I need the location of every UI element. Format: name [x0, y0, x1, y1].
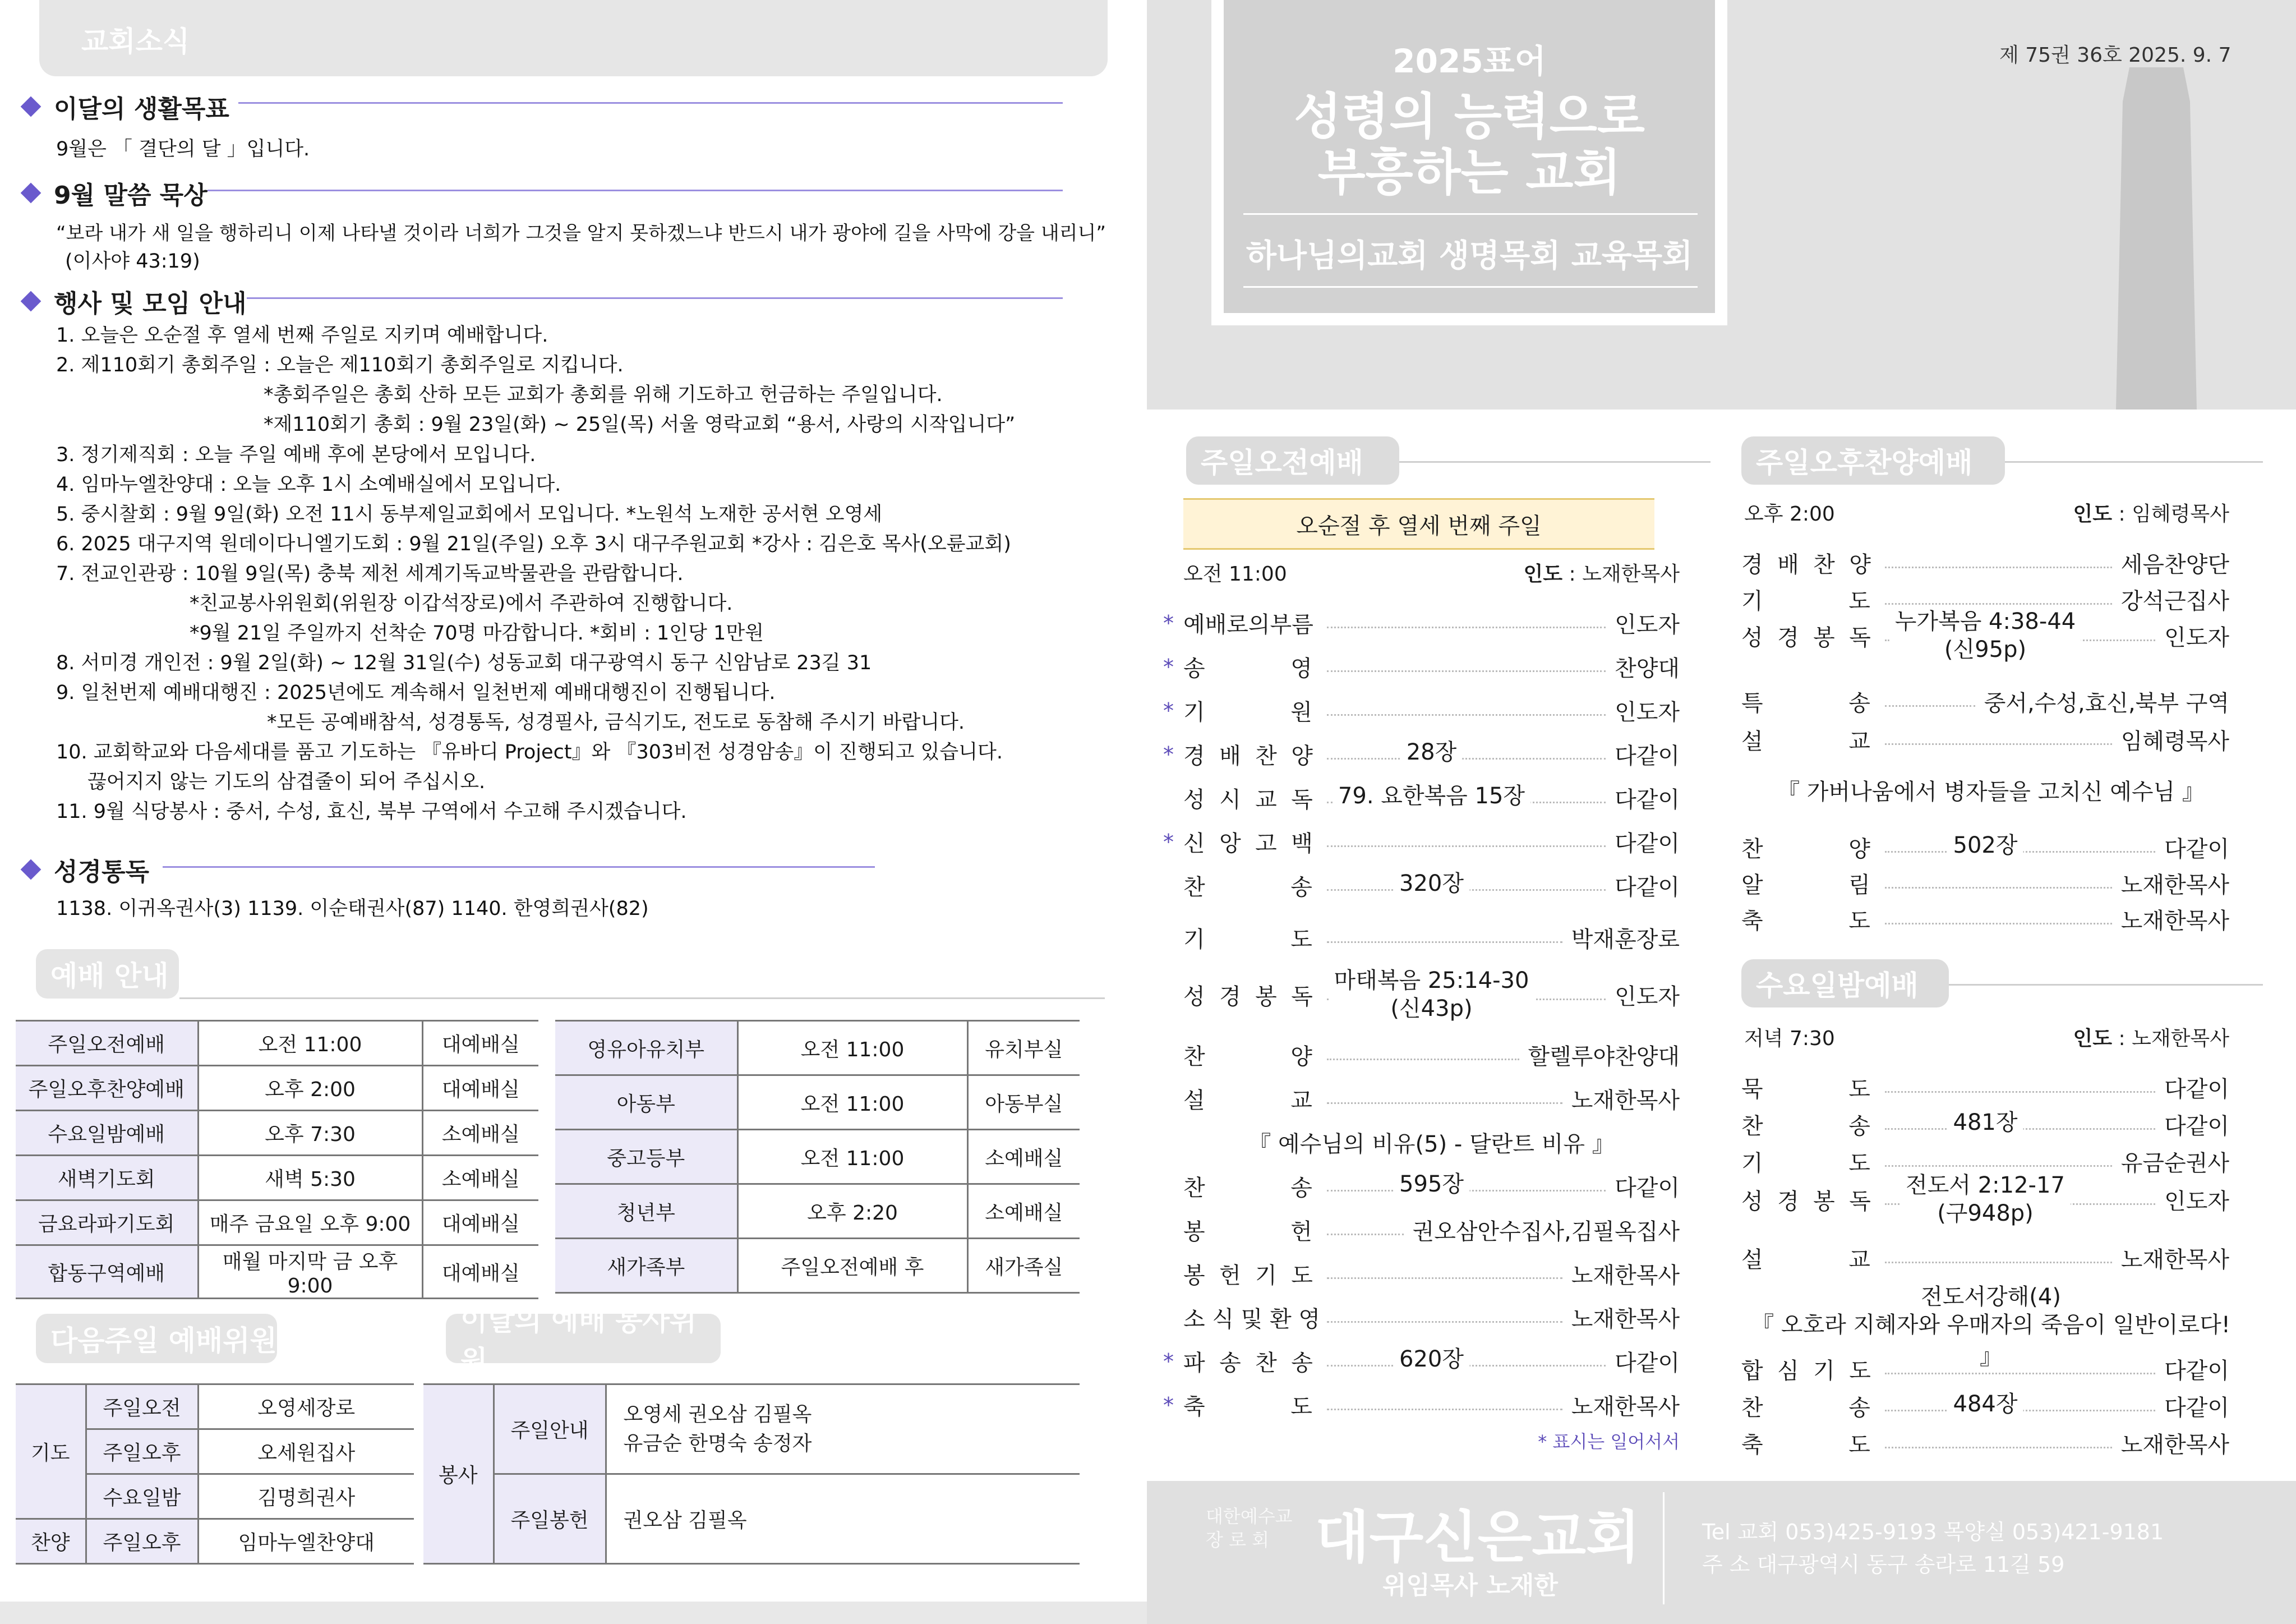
- order-responsible: 노재한목사: [1571, 1306, 1680, 1332]
- table-row: [555, 1021, 1080, 1075]
- scripture-ref: (이사야 43:19): [65, 250, 200, 273]
- order-responsible: 다같이: [2164, 1076, 2229, 1102]
- order-responsible: 다같이: [2164, 1395, 2229, 1421]
- order-label: 경 배 찬 양: [1741, 552, 1871, 578]
- bible-reading-text: 1138. 이귀옥권사(3) 1139. 이순태권사(87) 1140. 한영희권사(82): [56, 898, 649, 920]
- table-cell: 오전 11:00: [737, 1075, 967, 1130]
- motto-line1: 성령의 능력으로: [1294, 88, 1645, 145]
- order-item: [1183, 1258, 1680, 1290]
- table-row: [16, 1384, 414, 1429]
- table-row: [16, 1021, 538, 1066]
- table-cell: 봉사: [423, 1384, 494, 1564]
- event-line: *9월 21일 주일까지 선착순 70명 마감합니다. *회비 : 1인당 1만원: [190, 622, 764, 645]
- order-label: 기 도: [1183, 927, 1312, 953]
- table-row: [16, 1111, 538, 1156]
- morning-time: 오전 11:00: [1183, 563, 1287, 586]
- diamond-icon: [21, 859, 42, 880]
- order-item: [1183, 1170, 1680, 1202]
- order-responsible: 박재훈장로: [1571, 927, 1680, 953]
- table-cell: 주일오전예배 후: [737, 1239, 967, 1293]
- leader-dots: [1327, 941, 1562, 943]
- order-item: [1741, 831, 2229, 863]
- divider: [208, 190, 1063, 191]
- order-label: 성 경 봉 독: [1741, 625, 1871, 651]
- event-line: 11. 9월 식당봉사 : 중서, 수성, 효신, 북부 구역에서 수고해 주시겠습니다.: [56, 801, 687, 823]
- table-cell: 합동구역예배: [16, 1245, 198, 1299]
- right-page: [1147, 0, 2296, 1624]
- table-row: [16, 1066, 538, 1111]
- leader-dots: [1885, 1373, 2155, 1374]
- divider: [247, 297, 1063, 299]
- table-cell: 아동부: [555, 1075, 737, 1130]
- standing-marker: *: [1163, 610, 1174, 636]
- leader-dots: [1327, 758, 1606, 760]
- leader-dots: [1327, 1059, 1519, 1060]
- event-line: 4. 임마누엘찬양대 : 오늘 오후 1시 소예배실에서 모입니다.: [56, 473, 561, 496]
- order-detail: 484장: [1948, 1390, 2023, 1418]
- order-item: [1741, 1108, 2229, 1140]
- table-cell: 오후 2:00: [198, 1066, 422, 1111]
- order-responsible: 인도자: [1615, 984, 1680, 1010]
- table-cell: 오전 11:00: [737, 1130, 967, 1184]
- order-item: [1741, 686, 2229, 717]
- morning-worship-pill: 주일오전예배: [1186, 436, 1399, 485]
- order-responsible: 인도자: [1615, 612, 1680, 638]
- order-item: [1183, 782, 1680, 814]
- order-item: [1183, 1039, 1680, 1071]
- diamond-icon: [21, 96, 42, 117]
- event-line: *모든 공예배참석, 성경통독, 성경필사, 금식기도, 전도로 동참해 주시기 바랍니다.: [267, 711, 965, 734]
- order-label: 성 시 교 독: [1183, 787, 1313, 813]
- table-row: [423, 1384, 1080, 1474]
- table-cell: 새가족실: [967, 1239, 1080, 1293]
- event-line: 10. 교회학교와 다음세대를 품고 기도하는 『유바디 Project』와 『303비전 성경암송』이 진행되고 있습니다.: [56, 741, 1003, 763]
- church-tower-image: [2089, 67, 2224, 410]
- order-label: 축 도: [1741, 908, 1870, 934]
- order-item: [1741, 1390, 2229, 1422]
- section-title: 행사 및 모임 안내: [54, 289, 247, 318]
- table-cell: 오전 11:00: [737, 1021, 967, 1075]
- table-row: [555, 1184, 1080, 1239]
- event-line: *제110회기 총회 : 9월 23일(화) ~ 25일(목) 서울 영락교회 “용서, 사랑의 시작입니다”: [264, 413, 1016, 436]
- wednesday-leader: [2044, 1023, 2229, 1051]
- table-cell: 주일봉헌: [494, 1474, 606, 1564]
- standing-marker: *: [1163, 654, 1174, 679]
- order-responsible: 노재한목사: [1571, 1088, 1680, 1114]
- leader-label: 인도: [2073, 1027, 2113, 1050]
- table-row: [555, 1130, 1080, 1184]
- morning-leader: [1506, 558, 1680, 587]
- leader-dots: [1885, 887, 2112, 889]
- leader-label: 인도: [1523, 563, 1563, 586]
- order-item: [1741, 1242, 2229, 1274]
- leader-name: : 노재한목사: [1562, 563, 1680, 586]
- order-detail: 620장: [1394, 1345, 1469, 1373]
- order-item: [1183, 1301, 1680, 1333]
- order-responsible: 할렐루야찬양대: [1528, 1044, 1680, 1070]
- order-item: [1183, 869, 1680, 901]
- section-title: 성경통독: [54, 858, 150, 886]
- order-responsible: 권오삼안수집사,김필옥집사: [1412, 1219, 1680, 1245]
- order-label: 설 교: [1183, 1088, 1312, 1114]
- order-item: [1163, 826, 1680, 858]
- denomination-line2: 장 로 회: [1206, 1529, 1270, 1551]
- church-news-header: [39, 0, 1108, 76]
- leader-dots: [1885, 923, 2112, 924]
- table-cell: 임마누엘찬양대: [198, 1519, 414, 1564]
- order-detail: 마태복음 25:14-30 (신43p): [1329, 967, 1535, 1023]
- order-label: 송 영: [1183, 656, 1312, 682]
- table-row: [16, 1245, 538, 1299]
- section-monthly-goal: [24, 89, 229, 125]
- order-label: 찬 송: [1183, 875, 1312, 900]
- leader-dots: [1885, 705, 1975, 707]
- diamond-icon: [21, 183, 42, 204]
- leader-label: 인도: [2073, 503, 2113, 526]
- leader-dots: [1327, 627, 1606, 628]
- order-label: 경 배 찬 양: [1183, 743, 1313, 769]
- motto-box: [1211, 0, 1727, 325]
- order-item: [1741, 1427, 2229, 1459]
- table-cell: 매주 금요일 오후 9:00: [198, 1200, 422, 1245]
- order-label: 찬 송: [1183, 1175, 1312, 1201]
- order-responsible: 인도자: [1615, 700, 1680, 725]
- table-cell: 소예배실: [967, 1130, 1080, 1184]
- table-cell: 대예배실: [422, 1200, 538, 1245]
- order-responsible: 노재한목사: [2120, 1432, 2229, 1458]
- serve-names: 오영세 권오삼 김필옥: [623, 1402, 812, 1426]
- order-item: [1183, 1083, 1680, 1115]
- table-row: [555, 1239, 1080, 1293]
- wednesday-time: 저녁 7:30: [1744, 1027, 1835, 1050]
- section-bible-reading: [24, 852, 149, 887]
- diamond-icon: [21, 291, 42, 312]
- monthly-goal-text: 9월은 「 결단의 달 」입니다.: [56, 138, 310, 160]
- order-item: [1183, 1214, 1680, 1246]
- wednesday-worship-pill: 수요일밤예배: [1741, 959, 1949, 1007]
- table-cell: 소예배실: [967, 1184, 1080, 1239]
- order-detail: 28장: [1401, 738, 1463, 766]
- church-name: 대구신은교회: [1315, 1505, 1640, 1570]
- leader-dots: [1327, 670, 1606, 672]
- section-title: 이달의 생활목표: [54, 95, 229, 123]
- order-item: [1163, 1389, 1680, 1421]
- leader-dots: [1327, 714, 1606, 716]
- table-cell: 소예배실: [422, 1111, 538, 1156]
- order-label: 성 경 봉 독: [1183, 984, 1313, 1010]
- divider: [1399, 461, 1711, 463]
- hero-banner: [1147, 0, 2296, 410]
- afternoon-leader: [2044, 498, 2229, 527]
- divider: [163, 866, 875, 868]
- leader-dots: [1885, 743, 2112, 745]
- order-label: 묵 도: [1741, 1076, 1870, 1102]
- divider: [2005, 461, 2263, 463]
- leader-dots: [1327, 1409, 1562, 1410]
- morning-sermon-title: 『 예수님의 비유(5) - 달란트 비유 』: [1248, 1131, 1615, 1157]
- table-cell: 오영세장로: [198, 1384, 414, 1429]
- table-cell: 청년부: [555, 1184, 737, 1239]
- table-cell: 아동부실: [967, 1075, 1080, 1130]
- order-label: 합 심 기 도: [1741, 1358, 1871, 1384]
- order-label: 알 림: [1741, 872, 1870, 898]
- serve-names: 유금순 한명숙 송정자: [623, 1432, 812, 1455]
- order-responsible: 다같이: [1615, 1175, 1680, 1201]
- order-responsible: 세음찬양단: [2120, 552, 2229, 578]
- table-cell: 영유아유치부: [555, 1021, 737, 1075]
- event-line: *친교봉사위원회(위원장 이갑석장로)에서 주관하여 진행합니다.: [190, 592, 733, 615]
- order-label: 소 식 및 환 영: [1183, 1306, 1321, 1332]
- order-responsible: 노재한목사: [1571, 1394, 1680, 1420]
- section-events: [24, 283, 246, 319]
- event-line: 3. 정기제직회 : 오늘 주일 예배 후에 본당에서 모입니다.: [56, 444, 536, 466]
- order-item: [1183, 968, 1680, 1022]
- order-item: [1163, 694, 1680, 726]
- order-label: 파 송 찬 송: [1183, 1350, 1313, 1376]
- table-cell: 오후 2:20: [737, 1184, 967, 1239]
- order-detail: 481장: [1948, 1108, 2023, 1137]
- table-cell: 주일오후찬양예배: [16, 1066, 198, 1111]
- order-label: 축 도: [1183, 1394, 1312, 1420]
- leader-dots: [1327, 845, 1606, 847]
- order-responsible: 다같이: [2164, 1114, 2229, 1139]
- standing-note: * 표시는 일어서서: [1538, 1431, 1680, 1452]
- next-committee-pill: 다음주일 예배위원: [36, 1314, 277, 1363]
- motto-line2: 부흥하는 교회: [1317, 144, 1621, 201]
- order-detail: 595장: [1394, 1170, 1469, 1198]
- divider: [1243, 286, 1698, 288]
- event-line: 5. 중시찰회 : 9월 9일(화) 오전 11시 동부제일교회에서 모입니다. *노원석 노재한 공서현 오영세: [56, 503, 883, 526]
- event-line: 8. 서미경 개인전 : 9월 2일(화) ~ 12월 31일(수) 성동교회 대구광역시 동구 신암남로 23길 31: [56, 652, 872, 674]
- event-line: 7. 전교인관광 : 10월 9일(목) 충북 제천 세계기독교박물관을 관람합니다.: [56, 563, 684, 585]
- table-row: [555, 1075, 1080, 1130]
- standing-marker: *: [1163, 698, 1174, 723]
- table-cell: 대예배실: [422, 1021, 538, 1066]
- table-cell: 김명희권사: [198, 1474, 414, 1519]
- table-cell: 수요일밤예배: [16, 1111, 198, 1156]
- divider: [1949, 984, 2263, 986]
- table-cell: [606, 1384, 1080, 1474]
- order-label: 찬 송: [1741, 1395, 1870, 1421]
- worship-guide-pill: 예배 안내: [36, 949, 179, 999]
- order-label: 기 원: [1183, 700, 1312, 725]
- table-cell: 수요일밤: [86, 1474, 198, 1519]
- leader-name: : 노재한목사: [2112, 1027, 2229, 1050]
- section-title: 9월 말씀 묵상: [54, 181, 208, 210]
- order-responsible: 노재한목사: [2120, 872, 2229, 898]
- order-label: 기 도: [1741, 1151, 1870, 1176]
- order-item: [1163, 651, 1680, 683]
- order-responsible: 다같이: [2164, 836, 2229, 862]
- event-line: *총회주일은 총회 산하 모든 교회가 총회를 위해 기도하고 헌금하는 주일입니다.: [264, 384, 943, 406]
- order-item: [1163, 607, 1680, 639]
- leader-dots: [1327, 1277, 1562, 1279]
- event-line: 끊어지지 않는 기도의 삼겹줄이 되어 주십시오.: [87, 771, 486, 793]
- order-responsible: 노재한목사: [2120, 908, 2229, 934]
- order-item: [1183, 922, 1680, 954]
- serve-committee-table: [423, 1383, 1080, 1565]
- order-responsible: 찬양대: [1615, 656, 1680, 682]
- order-item: [1741, 1071, 2229, 1103]
- order-responsible: 인도자: [2164, 1189, 2229, 1214]
- leader-dots: [1885, 1091, 2155, 1093]
- table-cell: 주일오후: [86, 1429, 198, 1474]
- bottom-strip: [0, 1602, 1147, 1624]
- sunday-banner: 오순절 후 열세 번째 주일: [1183, 498, 1654, 550]
- table-row: [16, 1200, 538, 1245]
- divider: [238, 102, 1063, 104]
- standing-marker: *: [1163, 742, 1174, 767]
- scripture-line: “보라 내가 새 일을 행하리니 이제 나타낼 것이라 너희가 그것을 알지 못하겠느냐 반드시 내가 광야에 길을 사막에 강을 내리니”: [56, 222, 1106, 245]
- order-item: [1741, 609, 2229, 663]
- table-cell: 새벽기도회: [16, 1156, 198, 1200]
- table-cell: 주일오전예배: [16, 1021, 198, 1066]
- order-label: 특 송: [1741, 691, 1870, 716]
- leader-dots: [1885, 603, 2112, 605]
- section-scripture: [24, 175, 208, 211]
- order-responsible: 다같이: [2164, 1358, 2229, 1384]
- table-cell: 권오삼 김필옥: [606, 1474, 1080, 1564]
- order-item: [1741, 867, 2229, 899]
- order-responsible: 다같이: [1615, 1350, 1680, 1376]
- table-cell: 오후 7:30: [198, 1111, 422, 1156]
- order-label: 설 교: [1741, 1247, 1870, 1273]
- table-cell: 주일오전: [86, 1384, 198, 1429]
- order-item: [1163, 1345, 1680, 1377]
- order-detail: 누가복음 4:38-44 (신95p): [1889, 608, 2081, 664]
- leader-dots: [1327, 1102, 1562, 1104]
- contact-tel: Tel 교회 053)425-9193 목양실 053)421-9181: [1702, 1520, 2164, 1544]
- table-cell: 찬양: [16, 1519, 86, 1564]
- table-row: [16, 1156, 538, 1200]
- order-responsible: 다같이: [1615, 831, 1680, 857]
- table-cell: 오전 11:00: [198, 1021, 422, 1066]
- order-item: [1741, 724, 2229, 756]
- order-responsible: 다같이: [1615, 875, 1680, 900]
- left-page: [0, 0, 1147, 1624]
- table-cell: 새가족부: [555, 1239, 737, 1293]
- wednesday-sermon-series: 전도서강해(4): [1921, 1284, 2061, 1310]
- table-row: [16, 1519, 414, 1564]
- order-detail: 320장: [1394, 869, 1469, 898]
- leader-dots: [1885, 567, 2112, 568]
- motto-sub: 하나님의교회 생명목회 교육목회: [1246, 238, 1693, 274]
- worship-table-left: [16, 1020, 538, 1299]
- order-responsible: 강석근집사: [2120, 588, 2229, 614]
- table-cell: 주일오후: [86, 1519, 198, 1564]
- order-responsible: 유금순권사: [2120, 1151, 2229, 1176]
- divider: [179, 997, 1105, 999]
- denomination-line1: 대한예수교: [1206, 1506, 1293, 1527]
- order-item: [1163, 738, 1680, 770]
- event-line: 6. 2025 대구지역 원데이다니엘기도회 : 9월 21일(주일) 오후 3시 대구주원교회 *강사 : 김은호 목사(오륜교회): [56, 533, 1011, 555]
- table-cell: 소예배실: [422, 1156, 538, 1200]
- leader-dots: [1885, 1262, 2112, 1263]
- order-item: [1741, 1172, 2229, 1226]
- table-row: [423, 1474, 1080, 1564]
- order-responsible: 인도자: [2164, 625, 2229, 651]
- table-cell: 대예배실: [422, 1066, 538, 1111]
- table-cell: 오세원집사: [198, 1429, 414, 1474]
- table-cell: 기도: [16, 1384, 86, 1519]
- order-responsible: 노재한목사: [2120, 1247, 2229, 1273]
- event-line: 1. 오늘은 오순절 후 열세 번째 주일로 지키며 예배합니다.: [56, 324, 548, 347]
- order-label: 축 도: [1741, 1432, 1870, 1458]
- table-cell: 새벽 5:30: [198, 1156, 422, 1200]
- senior-pastor: 위임목사 노재한: [1382, 1571, 1558, 1600]
- order-label: 기 도: [1741, 588, 1870, 614]
- table-cell: 대예배실: [422, 1245, 538, 1299]
- contact-address: 주 소 대구광역시 동구 송라로 11길 59: [1702, 1552, 2065, 1577]
- order-responsible: 다같이: [1615, 787, 1680, 813]
- order-label: 예배로의부름: [1183, 612, 1313, 638]
- table-cell: 매월 마지막 금 오후 9:00: [198, 1245, 422, 1299]
- serve-committee-pill: 이달의 예배 봉사위원: [446, 1314, 721, 1363]
- leader-dots: [1327, 1234, 1404, 1235]
- leader-name: : 임혜령목사: [2112, 503, 2229, 526]
- divider: [1663, 1492, 1665, 1604]
- order-responsible: 중서,수성,효신,북부 구역: [1984, 691, 2229, 716]
- leader-dots: [1327, 1321, 1562, 1323]
- afternoon-time: 오후 2:00: [1744, 503, 1835, 526]
- church-footer: [1147, 1481, 2296, 1624]
- motto-year: 2025표어: [1393, 42, 1546, 80]
- standing-marker: *: [1163, 1392, 1174, 1418]
- wednesday-sermon-title: 『 오호라 지혜자와 우매자의 죽음이 일반이로다! 』: [1751, 1312, 2230, 1370]
- worship-table-right: [555, 1020, 1080, 1294]
- standing-marker: *: [1163, 1349, 1174, 1374]
- order-responsible: 임혜령목사: [2120, 729, 2229, 755]
- order-label: 찬 송: [1741, 1114, 1870, 1139]
- order-responsible: 노재한목사: [1571, 1263, 1680, 1289]
- issue-number: 제 75권 36호 2025. 9. 7: [1999, 44, 2232, 67]
- order-responsible: 다같이: [1615, 743, 1680, 769]
- order-label: 신 앙 고 백: [1183, 831, 1313, 857]
- event-line: 9. 일천번제 예배대행진 : 2025년에도 계속해서 일천번제 예배대행진이 진행됩니다.: [56, 682, 776, 704]
- order-label: 봉 헌: [1183, 1219, 1312, 1245]
- order-label: 봉 헌 기 도: [1183, 1263, 1313, 1289]
- leader-dots: [1885, 1165, 2112, 1167]
- order-detail: 502장: [1948, 831, 2023, 859]
- table-cell: 유치부실: [967, 1021, 1080, 1075]
- afternoon-sermon-title: 『 가버나움에서 병자들을 고치신 예수님 』: [1777, 779, 2205, 805]
- standing-marker: *: [1163, 829, 1174, 854]
- event-line: 2. 제110회기 총회주일 : 오늘은 제110회기 총회주일로 지킵니다.: [56, 354, 624, 376]
- table-cell: 주일안내: [494, 1384, 606, 1474]
- order-item: [1741, 903, 2229, 935]
- order-label: 성 경 봉 독: [1741, 1189, 1871, 1214]
- leader-dots: [1885, 1447, 2112, 1448]
- church-news-title: 교회소식: [81, 25, 190, 58]
- order-label: 찬 양: [1741, 836, 1870, 862]
- order-detail: 전도서 2:12-17 (구948p): [1900, 1171, 2071, 1227]
- order-detail: 79. 요한복음 15장: [1333, 782, 1530, 810]
- order-item: [1741, 547, 2229, 579]
- table-cell: 중고등부: [555, 1130, 737, 1184]
- order-label: 찬 양: [1183, 1044, 1312, 1070]
- afternoon-worship-pill: 주일오후찬양예배: [1741, 436, 2005, 485]
- next-committee-table: [16, 1383, 414, 1565]
- table-cell: 금요라파기도회: [16, 1200, 198, 1245]
- divider: [1243, 213, 1698, 215]
- order-label: 설 교: [1741, 729, 1870, 755]
